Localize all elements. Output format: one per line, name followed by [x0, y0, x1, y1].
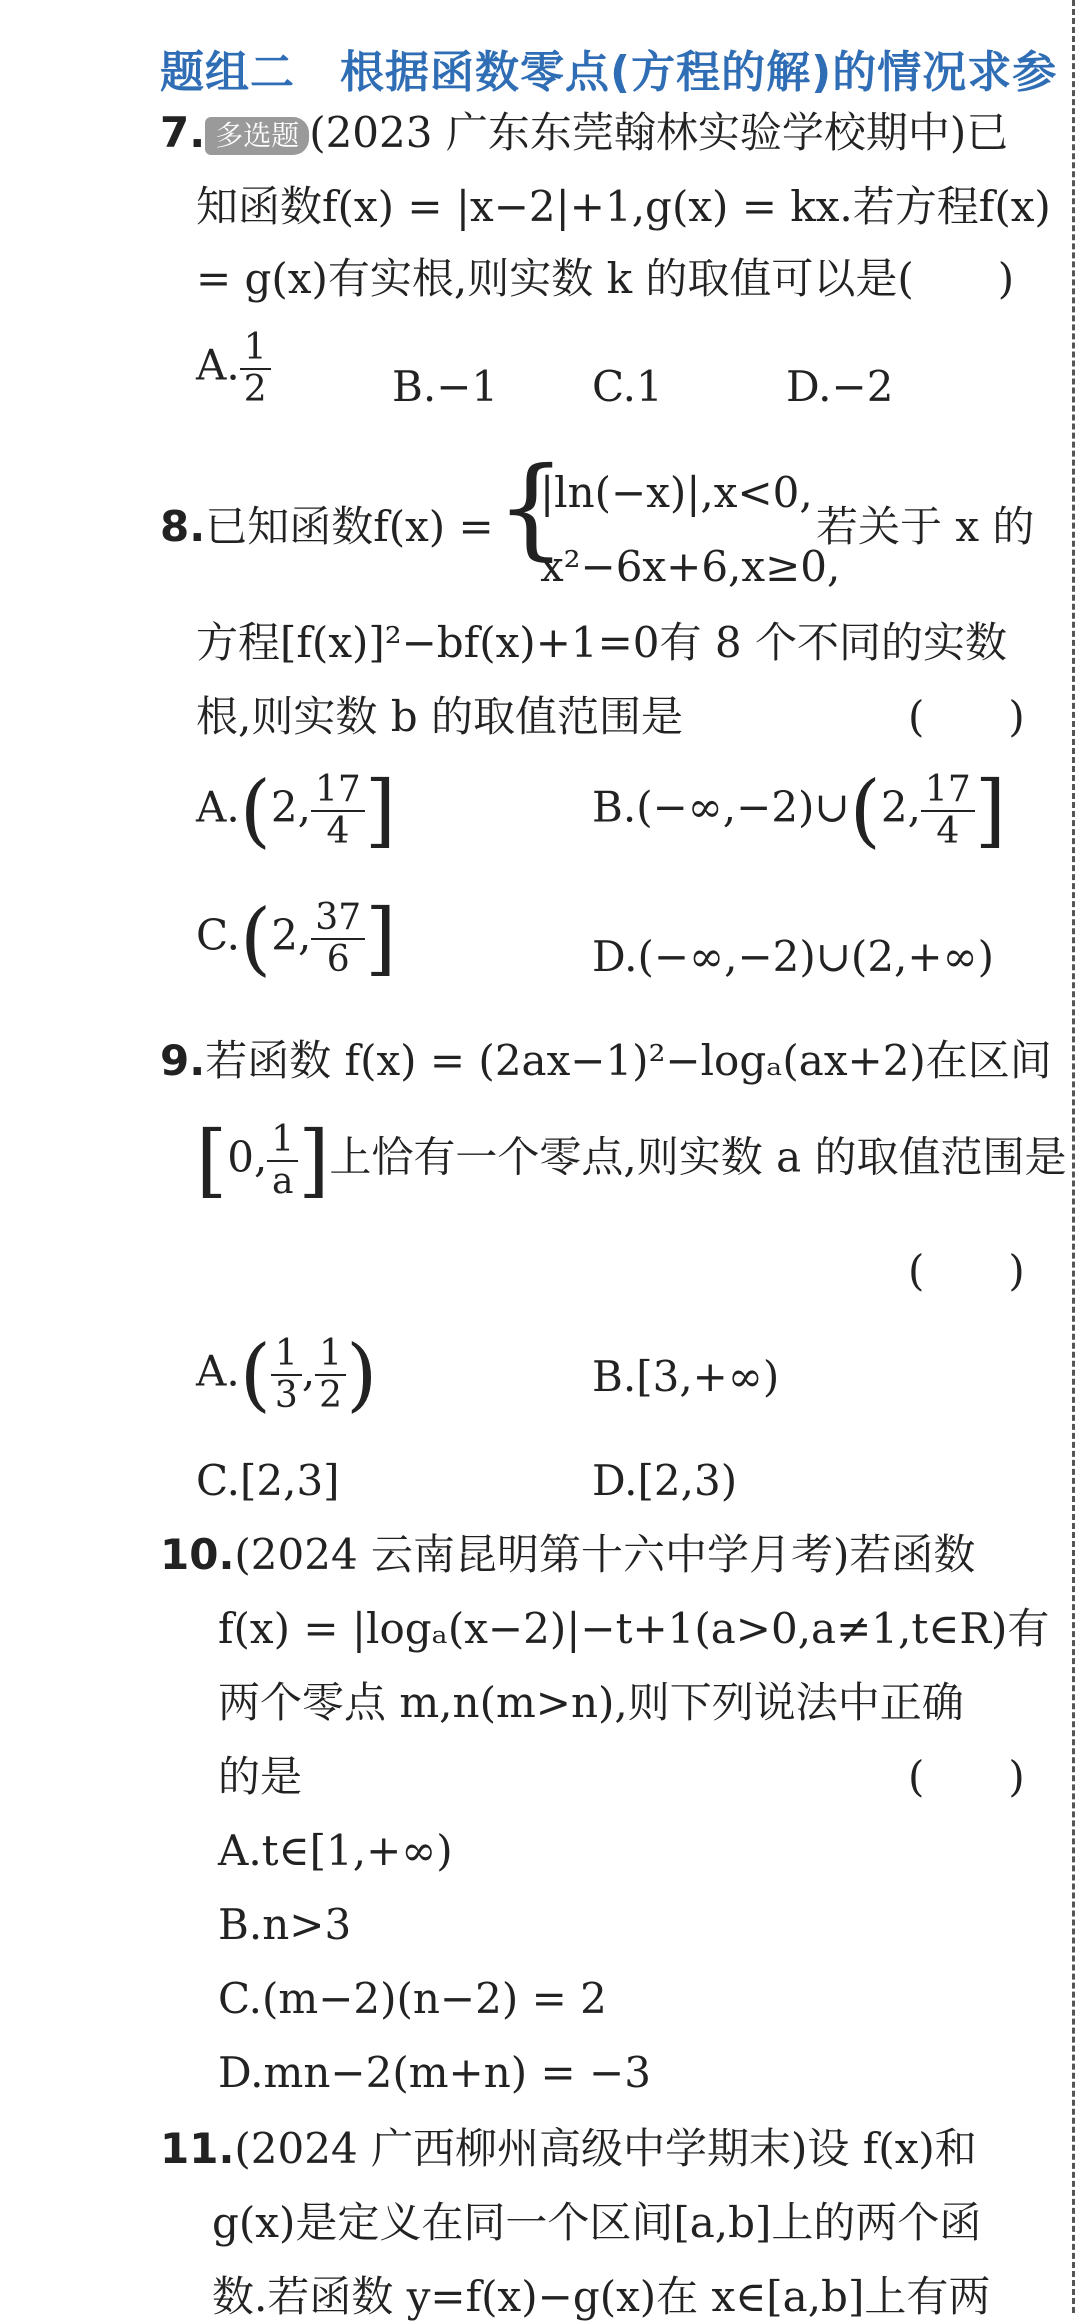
fraction-denominator: 2 [319, 1374, 343, 1416]
left-paren: ( [239, 763, 271, 857]
left-paren: ( [849, 763, 881, 857]
q9-line1-text: 若函数 f(x) = (2ax−1)²−logₐ(ax+2)在区间 [205, 1036, 1052, 1085]
q10-line1-text: (2024 云南昆明第十六中学月考)若函数 [234, 1530, 976, 1579]
q7-line1-text: (2023 广东东莞翰林实验学校期中)已 [309, 108, 1009, 157]
right-paren: ) [346, 1327, 378, 1421]
q9-option-c[interactable]: C.[2,3] [196, 1456, 340, 1505]
question-8-number: 8. [160, 502, 206, 551]
section-title: 题组二 根据函数零点(方程的解)的情况求参 [160, 47, 1058, 98]
q10-line1 [160, 1530, 976, 1579]
left-paren: ( [239, 1327, 271, 1421]
piecewise-brace: { [496, 443, 566, 571]
q8-option-b-prefix: B.(−∞,−2)∪ [592, 782, 850, 832]
left-paren: ( [240, 891, 272, 985]
q9-interval-inner: 0, [227, 1132, 268, 1182]
q9-option-a-fraction2 [315, 1334, 346, 1415]
q8-case2: x²−6x+6,x≥0, [540, 542, 841, 591]
fraction-denominator: 4 [326, 810, 350, 852]
fraction-denominator: 4 [936, 810, 960, 852]
q9-option-a-fraction1 [271, 1334, 302, 1415]
q8-line2: 方程[f(x)]²−bf(x)+1=0有 8 个不同的实数 [196, 618, 1007, 667]
q8-option-a-prefix: A. [196, 782, 240, 832]
q8-option-c-inner: 2, [271, 910, 312, 960]
fraction-denominator: 2 [243, 368, 267, 410]
multi-choice-badge: 多选题 [205, 117, 309, 156]
q11-line1 [160, 2124, 977, 2173]
q8-lead-tail: 若关于 x 的 [816, 502, 1035, 551]
q9-line1 [160, 1036, 1052, 1085]
fraction-denominator: 3 [274, 1374, 298, 1416]
fraction-numerator: 1 [271, 1334, 302, 1376]
q7-option-a[interactable] [196, 328, 271, 409]
q8-case1: |ln(−x)|,x<0, [540, 468, 813, 517]
q9-line2-tail: 上恰有一个零点,则实数 a 的取值范围是 [329, 1132, 1067, 1182]
page-edge-dashed-line [1072, 0, 1075, 2313]
right-bracket: ] [365, 891, 397, 985]
q8-option-a[interactable] [196, 763, 397, 857]
q9-option-d[interactable]: D.[2,3) [592, 1456, 738, 1505]
fraction-numerator: 37 [311, 898, 365, 940]
question-11-number: 11. [160, 2124, 235, 2173]
q10-option-a[interactable]: A.t∈[1,+∞) [218, 1826, 453, 1875]
fraction-denominator: 6 [326, 938, 350, 980]
q8-lead [160, 502, 494, 551]
question-7-number: 7. [160, 108, 206, 157]
q8-lead-text: 已知函数f(x) = [205, 502, 494, 551]
right-bracket: ] [298, 1113, 330, 1207]
q11-line2: g(x)是定义在同一个区间[a,b]上的两个函 [212, 2198, 982, 2247]
q8-option-b[interactable] [592, 763, 1006, 857]
q8-option-b-inner: 2, [880, 782, 921, 832]
q10-option-c[interactable]: C.(m−2)(n−2) = 2 [218, 1974, 607, 2023]
q11-line3: 数.若函数 y=f(x)−g(x)在 x∈[a,b]上有两 [212, 2272, 991, 2321]
fraction-denominator: a [272, 1160, 294, 1202]
q9-option-a-prefix: A. [196, 1346, 240, 1396]
q10-line3: 两个零点 m,n(m>n),则下列说法中正确 [218, 1678, 964, 1727]
q7-option-c[interactable]: C.1 [592, 362, 663, 411]
q8-option-c-fraction [311, 898, 365, 979]
q8-option-a-fraction [311, 770, 365, 851]
q11-line1-text: (2024 广西柳州高级中学期末)设 f(x)和 [234, 2124, 977, 2173]
right-bracket: ] [364, 763, 397, 857]
q8-option-c[interactable] [196, 891, 397, 985]
right-bracket: ] [974, 763, 1006, 857]
question-10-number: 10. [160, 1530, 235, 1579]
q7-option-b[interactable]: B.−1 [392, 362, 499, 411]
q8-option-c-prefix: C. [196, 910, 240, 960]
q7-line2: 知函数f(x) = |x−2|+1,g(x) = kx.若方程f(x) [196, 182, 1051, 231]
q8-answer-paren: ( ) [908, 692, 1025, 741]
q10-option-d[interactable]: D.mn−2(m+n) = −3 [218, 2048, 651, 2097]
fraction-numerator: 17 [311, 770, 365, 812]
q9-answer-paren: ( ) [908, 1246, 1025, 1295]
q10-option-b[interactable]: B.n>3 [218, 1900, 352, 1949]
q9-option-a[interactable]: A.( $\frac{1}{3}$ , $\frac{1}{2}$ ) [196, 1327, 378, 1421]
fraction-numerator: 1 [315, 1334, 346, 1376]
fraction-numerator: 1 [240, 328, 271, 370]
q10-answer-paren: ( ) [908, 1752, 1025, 1801]
q7-option-a-fraction [240, 328, 271, 409]
left-bracket: [ [196, 1113, 228, 1207]
q9-option-b[interactable]: B.[3,+∞) [592, 1352, 780, 1401]
q8-option-a-inner: 2, [270, 782, 311, 832]
q7-option-a-prefix: A. [196, 340, 240, 390]
question-7-line1 [160, 108, 1009, 157]
q7-line3: = g(x)有实根,则实数 k 的取值可以是( ) [196, 254, 1015, 303]
fraction-numerator: 1 [267, 1120, 298, 1162]
q7-option-d[interactable]: D.−2 [786, 362, 894, 411]
q10-line2: f(x) = |logₐ(x−2)|−t+1(a>0,a≠1,t∈R)有 [218, 1604, 1050, 1653]
fraction-numerator: 17 [921, 770, 975, 812]
q8-line3: 根,则实数 b 的取值范围是 [196, 692, 683, 741]
q9-interval-fraction [267, 1120, 298, 1201]
q9-line2 [196, 1113, 1067, 1207]
question-9-number: 9. [160, 1036, 206, 1085]
q8-option-d[interactable]: D.(−∞,−2)∪(2,+∞) [592, 932, 994, 981]
q8-option-b-fraction [921, 770, 975, 851]
q10-line4: 的是 [218, 1752, 303, 1801]
